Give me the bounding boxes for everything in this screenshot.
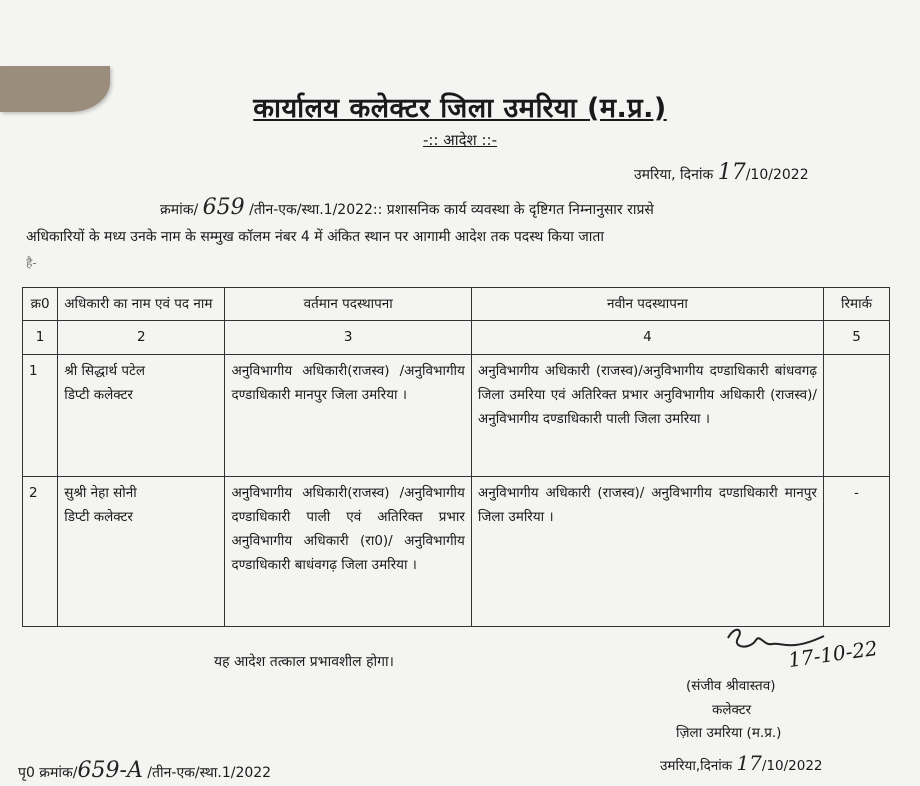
remark xyxy=(823,354,889,476)
officer-name: श्री सिद्धार्थ पटेल xyxy=(64,362,145,379)
signatory-date-prefix: उमरिया,दिनांक xyxy=(660,757,733,774)
order-heading: -:: आदेश ::- xyxy=(422,131,498,149)
signatory-name: (संजीव श्रीवास्तव) xyxy=(686,678,776,694)
date-suffix: /10/2022 xyxy=(745,167,809,183)
ref-number-handwritten: 659-A xyxy=(77,758,143,783)
header-remark: रिमार्क xyxy=(823,288,889,321)
table-header-row xyxy=(23,288,890,321)
column-number: 2 xyxy=(58,321,225,354)
table-row xyxy=(23,476,890,626)
order-date xyxy=(634,160,809,185)
signature-date-handwritten: 17-10-22 xyxy=(786,635,880,673)
ref-suffix: /तीन-एक/स्था.1/2022 xyxy=(147,765,272,781)
order-intro-line2: अधिकारियों के मध्य उनके नाम के सम्मुख कॉलम नंबर 4 में अंकित स्थान पर आगामी आदेश तक पदस्थ किया जाता xyxy=(26,229,604,245)
order-number-label: क्रमांक/ xyxy=(160,202,199,218)
header-officer: अधिकारी का नाम एवं पद नाम xyxy=(58,288,225,321)
officer-name: सुश्री नेहा सोनी xyxy=(64,484,137,501)
new-posting: अनुविभागीय अधिकारी (राजस्व)/ अनुविभागीय दण्डाधिकारी मानपुर जिला उमरिया । xyxy=(471,476,823,626)
order-number-suffix: /तीन-एक/स्था.1/2022:: प्रशासनिक कार्य व्यवस्था के दृष्टिगत निम्नानुसार राप्रसे xyxy=(249,202,654,218)
signatory-date-day: 17 xyxy=(736,750,762,775)
header-current-posting: वर्तमान पदस्थापना xyxy=(225,288,471,321)
header-sno: क्र0 xyxy=(23,288,58,321)
new-posting: अनुविभागीय अधिकारी (राजस्व)/अनुविभागीय दण्डाधिकारी बांधवगढ़ जिला उमरिया एवं अतिरिक्त प्रभार अनुविभागीय अधिकारी (राजस्व)/अनुविभागीय दण्डाधिकारी पाली जिला उमरिया । xyxy=(471,354,823,476)
row-sno: 1 xyxy=(23,354,58,476)
signatory-title: कलेक्टर xyxy=(712,701,752,718)
column-number: 3 xyxy=(225,321,471,354)
officer-cell xyxy=(58,354,225,476)
column-number-row xyxy=(23,321,890,354)
page-title: कार्यालय कलेक्टर जिला उमरिया (म.प्र.) xyxy=(253,93,667,124)
officer-designation: डिप्टी कलेक्टर xyxy=(64,508,133,525)
table-row xyxy=(23,354,890,476)
column-number: 1 xyxy=(23,321,58,354)
signatory-date xyxy=(660,746,900,781)
row-sno: 2 xyxy=(23,476,58,626)
signatory-date-suffix: /10/2022 xyxy=(761,757,823,774)
signatory-block xyxy=(660,675,900,781)
officer-cell xyxy=(58,476,225,626)
ref-prefix: पृ0 क्रमांक/ xyxy=(18,765,78,781)
remark: - xyxy=(823,476,889,626)
posting-table xyxy=(22,287,890,627)
column-number: 5 xyxy=(823,321,889,354)
endorsement-reference xyxy=(18,758,271,783)
current-posting: अनुविभागीय अधिकारी(राजस्व) /अनुविभागीय दण्डाधिकारी पाली एवं अतिरिक्त प्रभार अनुविभागीय अधिकारी (रा0)/ अनुविभागीय दण्डाधिकारी बाधंवगढ़ जिला उमरिया । xyxy=(225,476,471,626)
date-day-handwritten: 17 xyxy=(717,160,746,185)
effect-statement: यह आदेश तत्काल प्रभावशील होगा। xyxy=(214,654,394,670)
current-posting: अनुविभागीय अधिकारी(राजस्व) /अनुविभागीय दण्डाधिकारी मानपुर जिला उमरिया । xyxy=(225,354,471,476)
date-prefix: उमरिया, दिनांक xyxy=(634,167,714,183)
column-number: 4 xyxy=(471,321,823,354)
header-new-posting: नवीन पदस्थापना xyxy=(471,288,823,321)
officer-designation: डिप्टी कलेक्टर xyxy=(64,386,133,403)
order-number-handwritten: 659 xyxy=(202,195,245,220)
order-intro-line3: है- xyxy=(26,256,37,270)
order-intro-line1 xyxy=(160,195,890,220)
signatory-district: ज़िला उमरिया (म.प्र.) xyxy=(676,725,782,742)
